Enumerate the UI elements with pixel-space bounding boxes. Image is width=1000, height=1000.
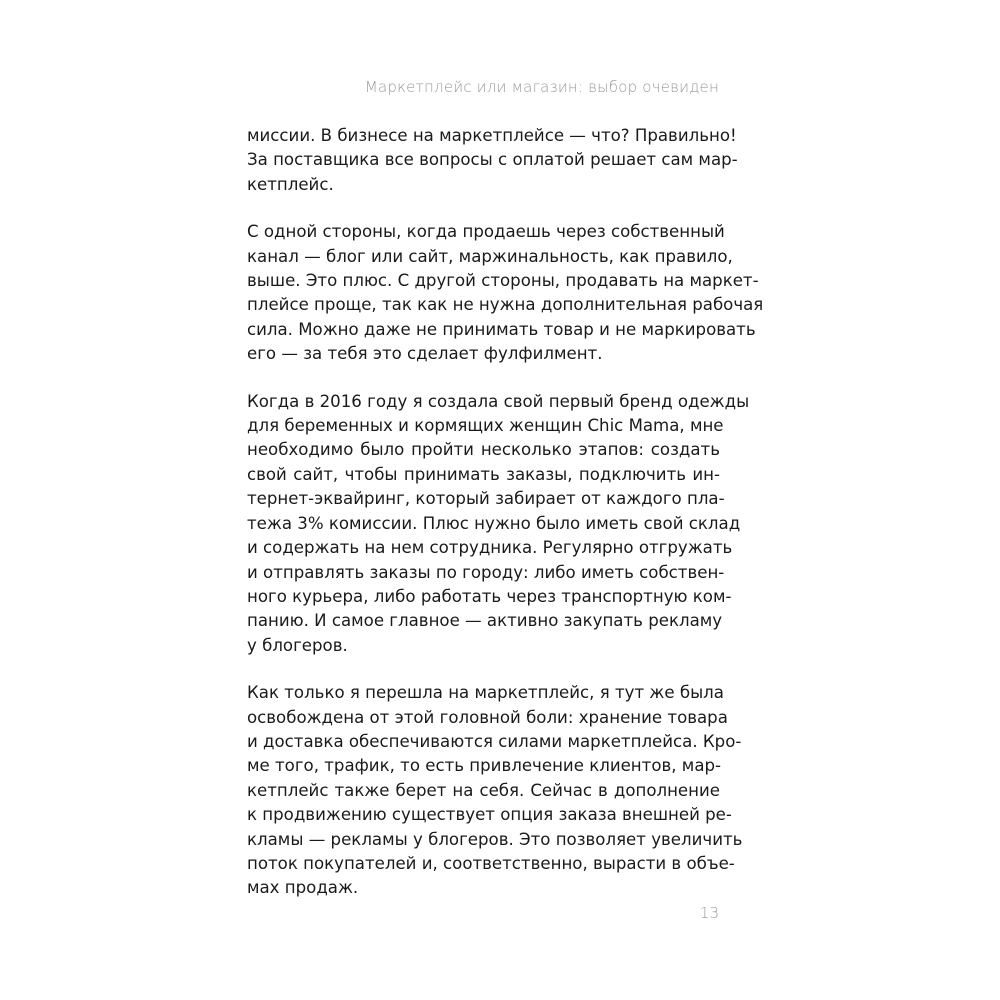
text-line: За поставщика все вопросы с оплатой решает сам мар- <box>247 150 738 170</box>
text-line: и отправлять заказы по городу: либо иметь собствен- <box>247 562 725 582</box>
text-line: панию. И самое главное — активно закупать рекламу <box>247 611 723 631</box>
text-line: кетплейс. <box>247 174 334 194</box>
text-line: для беременных и кормящих женщин Chic Mama, мне <box>247 416 724 436</box>
text-line: у блогеров. <box>247 635 348 655</box>
body-text <box>247 124 764 924</box>
text-line: ме того, трафик, то есть привлечение клиентов, мар- <box>247 756 722 776</box>
paragraph-3 <box>247 390 750 658</box>
text-line: и содержать на нем сотрудника. Регулярно отгружать <box>247 538 733 558</box>
text-line: ного курьера, либо работать через транспортную ком- <box>247 586 732 606</box>
paragraph-1 <box>247 124 738 197</box>
text-line: Как только я перешла на маркетплейс, я тут же была <box>247 683 724 703</box>
text-line: тежа 3% комиссии. Плюс нужно было иметь свой склад <box>247 513 741 533</box>
text-line: необходимо было пройти несколько этапов: создать <box>247 440 720 460</box>
text-line: С одной стороны, когда продаешь через собственный <box>247 222 725 242</box>
paragraph-4 <box>247 681 743 901</box>
text-line: тернет-эквайринг, который забирает от каждого пла- <box>247 489 725 509</box>
paragraph-2 <box>247 220 764 366</box>
text-line: освобождена от этой головной боли: хранение товара <box>247 707 728 727</box>
text-line: свой сайт, чтобы принимать заказы, подключить ин- <box>247 464 720 484</box>
text-line: поток покупателей и, соответственно, вырасти в объе- <box>247 853 735 873</box>
text-line: кламы — рекламы у блогеров. Это позволяет увеличить <box>247 829 743 849</box>
running-header: Маркетплейс или магазин: выбор очевиден <box>364 78 719 96</box>
text-line: мах продаж. <box>247 878 359 898</box>
text-line: миссии. В бизнесе на маркетплейсе — что? Правильно! <box>247 126 737 145</box>
text-line: к продвижению существует опция заказа внешней ре- <box>247 805 732 825</box>
text-line: кетплейс также берет на себя. Сейчас в дополнение <box>247 780 720 800</box>
text-line: плейсе проще, так как не нужна дополнительная рабочая <box>247 295 764 315</box>
page-number: 13 <box>699 904 719 922</box>
text-line: канал — блог или сайт, маржинальность, как правило, <box>247 246 733 266</box>
text-line: и доставка обеспечиваются силами маркетплейса. Кро- <box>247 731 742 751</box>
text-line: сила. Можно даже не принимать товар и не маркировать <box>247 319 756 339</box>
text-line: его — за тебя это сделает фулфилмент. <box>247 344 603 364</box>
text-line: выше. Это плюс. С другой стороны, продавать на маркет- <box>247 271 759 291</box>
text-line: Когда в 2016 году я создала свой первый бренд одежды <box>247 391 750 411</box>
